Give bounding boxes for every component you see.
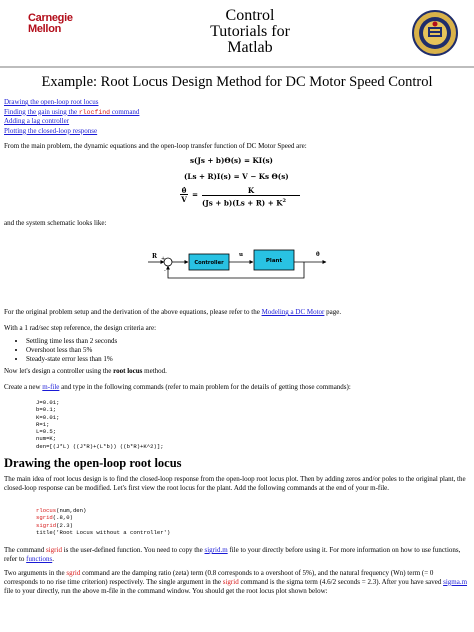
setup-text-pre: For the original problem setup and the derivation of the above equations, please refer to the: [4, 308, 262, 316]
site-title-line-3: Matlab: [227, 39, 273, 56]
sigrid-text-2: is the user-defined function. You need to copy the: [61, 546, 205, 554]
code-line: den=[(J*L) ((J*R)+(L*b)) ((b*R)+K^2)];: [36, 442, 164, 450]
code-args: (.8,0): [52, 514, 73, 522]
mfile-text-pre: Create a new: [4, 383, 43, 391]
plus-sign: +: [161, 256, 166, 262]
criteria-item: • Settling time less than 2 seconds: [26, 337, 117, 346]
system-schematic-diagram: [144, 244, 334, 284]
carnegie-mellon-logo[interactable]: [28, 13, 73, 35]
toc-link-text: Finding the gain using the: [4, 107, 79, 116]
page-title: Example: Root Locus Design Method for DC Motor Speed Control: [41, 74, 433, 90]
tf-right-num: K: [247, 186, 255, 195]
args-text-1: Two arguments in the: [4, 569, 67, 577]
code-args: title('Root Locus without a controller'): [36, 528, 171, 536]
transfer-function: [180, 186, 300, 212]
m-file-link[interactable]: m-file: [42, 383, 60, 391]
sigrid-text-3: file to your directly before using it. For more information on how to use functions, refer to: [4, 546, 461, 563]
site-title-line-1: Control: [225, 7, 275, 24]
code-line: R=1;: [36, 420, 50, 428]
section-heading-open-loop-root-locus: Drawing the open-loop root locus: [4, 456, 182, 470]
code-function: sigrid: [36, 521, 57, 529]
sigrid-command: sigrid: [222, 577, 239, 586]
sigrid-m-link[interactable]: sigrid.m: [204, 546, 228, 554]
design-method-text: [4, 367, 167, 376]
controller-label: Controller: [194, 260, 224, 266]
code-line: L=0.5;: [36, 428, 57, 436]
args-text-3: command is the sigma term (4.6/2 seconds = 2.3). After you have saved: [238, 577, 444, 586]
mfile-instructions: [4, 383, 468, 392]
mfile-text-post: and type in the following commands (refer to main problem for the details of getting those commands):: [59, 383, 351, 391]
design-text-bold: root locus: [113, 367, 143, 375]
toc-link-open-loop-root-locus[interactable]: Drawing the open-loop root locus: [4, 98, 99, 106]
code-line: b=0.1;: [36, 406, 57, 414]
toc-link-closed-loop-response[interactable]: Plotting the closed-loop response: [4, 126, 98, 135]
code-line: num=K;: [36, 435, 57, 443]
code-function: rlocus: [36, 507, 57, 514]
toc-link-code: rlocfind: [78, 108, 111, 116]
intro-text: From the main problem, the dynamic equations and the open-loop transfer function of DC Motor Speed are:: [4, 142, 307, 150]
code-line: [36, 507, 170, 514]
university-of-michigan-seal-icon[interactable]: [412, 10, 458, 56]
design-criteria-list: [4, 337, 117, 364]
site-title: [200, 8, 300, 56]
code-line: K=0.01;: [36, 413, 60, 421]
code-block-parameters: [36, 399, 164, 450]
code-line: [36, 514, 170, 521]
design-text-pre: Now let's design a controller using the: [4, 367, 114, 375]
code-args: (num,den): [56, 507, 87, 514]
modeling-dc-motor-link[interactable]: Modeling a DC Motor: [261, 308, 325, 316]
arguments-paragraph: [4, 569, 468, 595]
args-text-4: file to your directly, run the above m-file in the command window. You should get the root locus plot shown below:: [4, 586, 328, 595]
schematic-intro: and the system schematic looks like:: [4, 219, 107, 227]
output-label: θ̇: [316, 252, 320, 258]
code-block-rlocus: [36, 507, 170, 536]
logo-line-1: Carnegie: [28, 12, 73, 24]
code-line: [36, 522, 170, 529]
args-text-2: command are the damping ratio (zeta) term (0.8 corresponds to a overshoot of 5%), and the natural frequency (Wn) term (= 0 corresponds to no rise time criterion) respectively. The single argument in the: [4, 569, 434, 586]
criteria-intro: With a 1 rad/sec step reference, the design criteria are:: [4, 324, 157, 332]
tf-exponent: 2: [282, 198, 286, 204]
setup-text-post: page.: [324, 308, 342, 316]
tf-left-num: θ̇: [181, 186, 187, 195]
toc-link-text: command: [110, 107, 140, 116]
code-args: (2.3): [56, 521, 73, 529]
tf-left-den: V: [181, 195, 187, 204]
code-line: [36, 529, 170, 536]
header-divider: [0, 66, 474, 68]
logo-line-2: Mellon: [28, 23, 62, 35]
equation-1: s(Js + b)Θ(s) = KI(s): [190, 156, 273, 165]
criteria-item: • Steady-state error less than 1%: [26, 355, 117, 364]
sigrid-text-1: The command: [4, 546, 46, 554]
table-of-contents: [4, 98, 468, 136]
schematic-input-label: R: [152, 253, 157, 260]
sigrid-command: sigrid: [46, 546, 62, 554]
equation-2: (Ls + R)I(s) = V − Ks Θ(s): [184, 172, 289, 181]
sigrid-text-4: .: [52, 554, 54, 563]
site-title-line-2: Tutorials for: [210, 23, 290, 40]
toc-link-rlocfind[interactable]: [4, 108, 139, 116]
sgrid-command: sgrid: [66, 569, 81, 577]
plant-label: Plant: [265, 258, 283, 264]
code-function: sgrid: [36, 514, 53, 522]
toc-link-lag-controller[interactable]: Adding a lag controller: [4, 117, 70, 126]
tf-right-bar: [202, 195, 300, 196]
sigma-m-link[interactable]: sigma.m: [443, 577, 468, 586]
main-content: [4, 98, 468, 595]
tf-right-den-text: (Js + b)(Ls + R) + K: [202, 198, 283, 208]
tf-right-den: [202, 198, 286, 207]
tf-equals: =: [192, 190, 199, 199]
minus-sign: -: [164, 268, 166, 274]
page-header: [0, 0, 474, 64]
functions-link[interactable]: functions: [26, 554, 53, 563]
code-line: J=0.01;: [36, 399, 60, 406]
criteria-item: • Overshoot less than 5%: [26, 346, 117, 355]
setup-text: [4, 308, 468, 317]
control-signal-label: u: [239, 252, 243, 258]
root-locus-intro-paragraph: The main idea of root locus design is to find the closed-loop response from the open-loop root locus plot. Then by adding zeros and/or poles to the original plant, the closed-loop response can be modified. Let's first view the root locus for the plant. Add the following commands at the end of your m-file.: [4, 475, 466, 492]
sigrid-paragraph: [4, 546, 468, 564]
design-text-post: method.: [142, 367, 167, 375]
